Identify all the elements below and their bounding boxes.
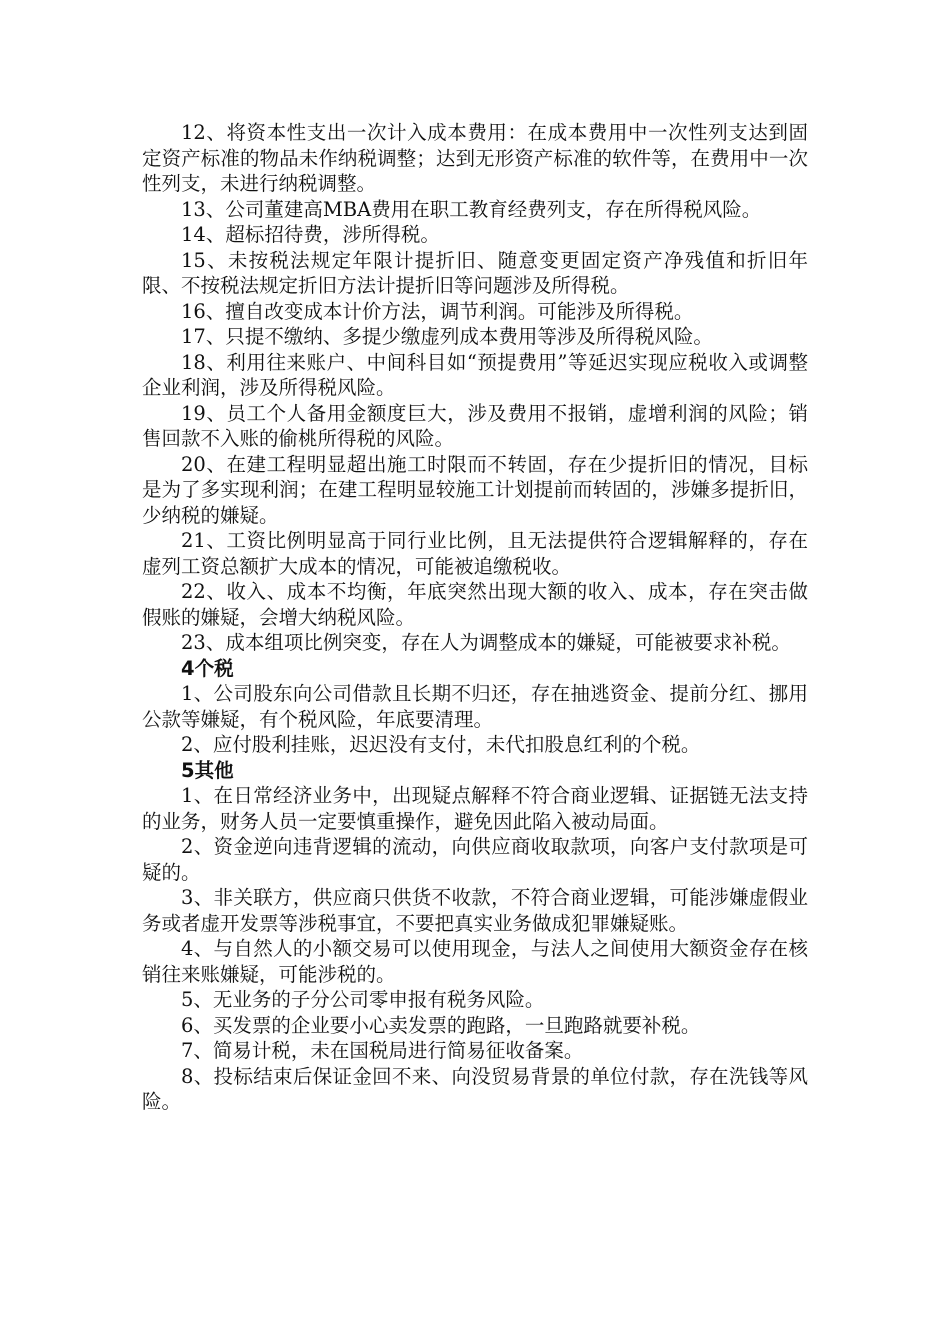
paragraph-item-21: 21、工资比例明显高于同行业比例，且无法提供符合逻辑解释的，存在虚列工资总额扩大成本的情况，可能被追缴税收。 [142,529,808,578]
paragraph-item-16: 16、擅自改变成本计价方法，调节利润。可能涉及所得税。 [181,299,694,323]
paragraph-item-14: 14、超标招待费，涉所得税。 [181,223,440,246]
paragraph-item-19: 19、员工个人备用金额度巨大，涉及费用不报销，虚增利润的风险；销售回款不入账的偷桃所得税的风险。 [142,401,808,450]
paragraph-item-12: 12、将资本性支出一次计入成本费用：在成本费用中一次性列支达到固定资产标准的物品未作纳税调整；达到无形资产标准的软件等，在费用中一次性列支，未进行纳税调整。 [142,121,808,195]
paragraph-item-17: 17、只提不缴纳、多提少缴虚列成本费用等涉及所得税风险。 [181,325,713,348]
paragraph-item-personal-2: 2、应付股利挂账，迟迟没有支付，未代扣股息红利的个税。 [181,733,701,756]
paragraph-item-other-1: 1、在日常经济业务中，出现疑点解释不符合商业逻辑、证据链无法支持的业务，财务人员一定要慎重操作，避免因此陷入被动局面。 [142,784,808,833]
paragraph-item-18: 18、利用往来账户、中间科目如“预提费用”等延迟实现应税收入或调整企业利润，涉及所得税风险。 [142,350,808,399]
paragraph-item-other-7: 7、简易计税，未在国税局进行简易征收备案。 [181,1039,584,1062]
document-body [142,120,808,1115]
paragraph-item-other-5: 5、无业务的子分公司零申报有税务风险。 [181,988,545,1011]
paragraph-item-22: 22、收入、成本不均衡，年底突然出现大额的收入、成本，存在突击做假账的嫌疑，会增大纳税风险。 [142,580,808,629]
paragraph-item-other-8: 8、投标结束后保证金回不来、向没贸易背景的单位付款，存在洗钱等风险。 [142,1064,808,1113]
paragraph-item-personal-1: 1、公司股东向公司借款且长期不归还，存在抽逃资金、提前分红、挪用公款等嫌疑，有个税风险，年底要清理。 [142,682,808,731]
paragraph-item-other-6: 6、买发票的企业要小心卖发票的跑路，一旦跑路就要补税。 [181,1013,701,1037]
paragraph-item-other-2: 2、资金逆向违背逻辑的流动，向供应商收取款项，向客户支付款项是可疑的。 [142,835,808,884]
paragraph-item-23: 23、成本组项比例突变，存在人为调整成本的嫌疑，可能被要求补税。 [181,631,791,654]
paragraph-item-13: 13、公司董建高MBA费用在职工教育经费列支，存在所得税风险。 [181,197,762,221]
paragraph-item-20: 20、在建工程明显超出施工时限而不转固，存在少提折旧的情况，目标是为了多实现利润；在建工程明显较施工计划提前而转固的，涉嫌多提折旧，少纳税的嫌疑。 [142,452,808,527]
paragraph-item-other-4: 4、与自然人的小额交易可以使用现金，与法人之间使用大额资金存在核销往来账嫌疑，可能涉税的。 [142,937,808,986]
section-heading-personal-tax: 4个税 [181,656,234,680]
section-heading-other: 5其他 [181,758,234,782]
paragraph-item-15: 15、未按税法规定年限计提折旧、随意变更固定资产净残值和折旧年限、不按税法规定折旧方法计提折旧等问题涉及所得税。 [142,248,808,297]
paragraph-item-other-3: 3、非关联方，供应商只供货不收款，不符合商业逻辑，可能涉嫌虚假业务或者虚开发票等涉税事宜，不要把真实业务做成犯罪嫌疑账。 [142,886,808,935]
